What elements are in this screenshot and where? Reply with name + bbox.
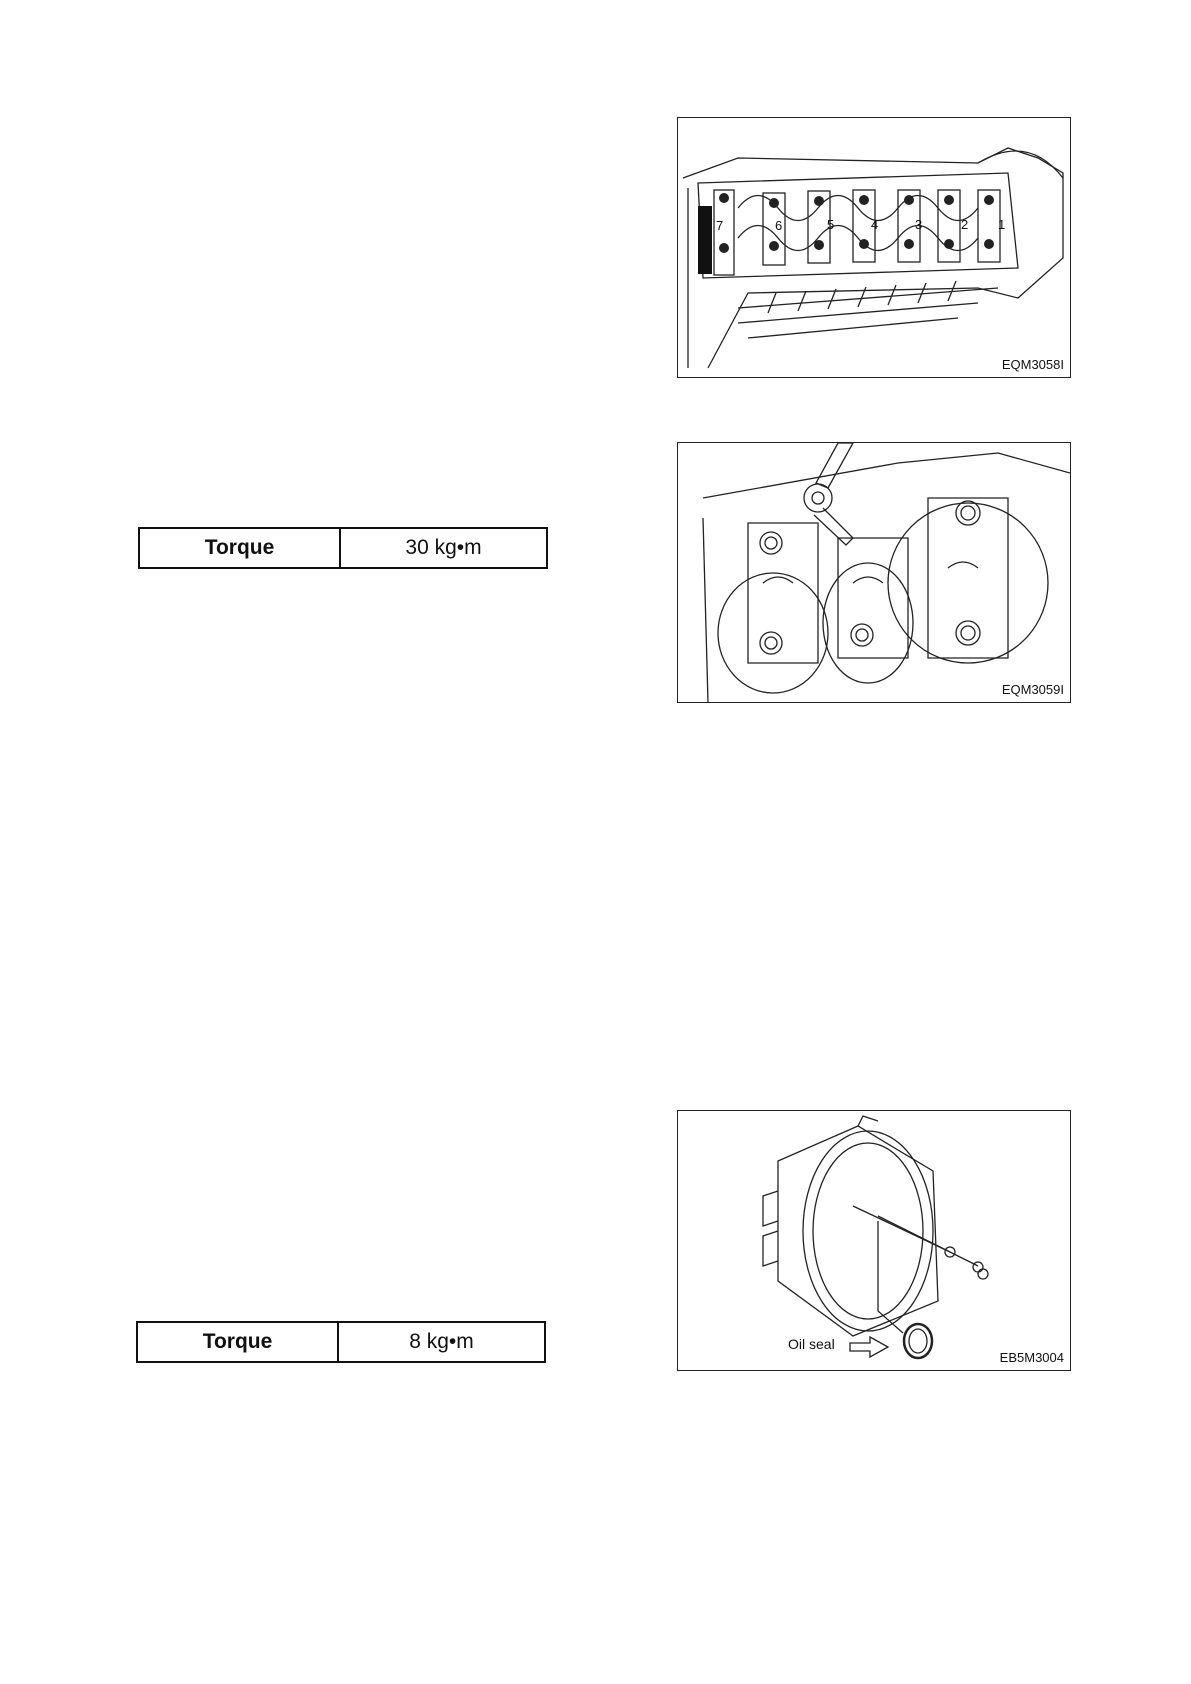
cap-number: 3 bbox=[915, 217, 923, 232]
torque-label: Torque bbox=[139, 528, 340, 568]
torque-label: Torque bbox=[137, 1322, 338, 1362]
cap-number: 1 bbox=[998, 217, 1006, 232]
cap-number: 2 bbox=[961, 217, 969, 232]
cap-number: 7 bbox=[716, 218, 724, 233]
torque-value: 30 kg•m bbox=[340, 528, 547, 568]
cap-number: 6 bbox=[775, 218, 783, 233]
torque-table bbox=[138, 527, 548, 569]
figure-bearing-cap-order bbox=[677, 117, 1071, 378]
torque-value: 8 kg•m bbox=[338, 1322, 545, 1362]
cap-number: 4 bbox=[871, 217, 879, 232]
oil-seal-label: Oil seal bbox=[788, 1336, 835, 1352]
figure-code: EQM3058I bbox=[1001, 357, 1064, 372]
figure-code: EB5M3004 bbox=[999, 1350, 1064, 1365]
flywheel-housing-illustration bbox=[678, 1111, 1070, 1370]
torque-wrench-illustration bbox=[678, 443, 1070, 702]
figure-code: EQM3059I bbox=[1001, 682, 1064, 697]
figure-oil-seal bbox=[677, 1110, 1071, 1371]
torque-table bbox=[136, 1321, 546, 1363]
bearing-caps-illustration bbox=[678, 118, 1070, 377]
figure-torque-wrench bbox=[677, 442, 1071, 703]
cap-number: 5 bbox=[827, 217, 835, 232]
